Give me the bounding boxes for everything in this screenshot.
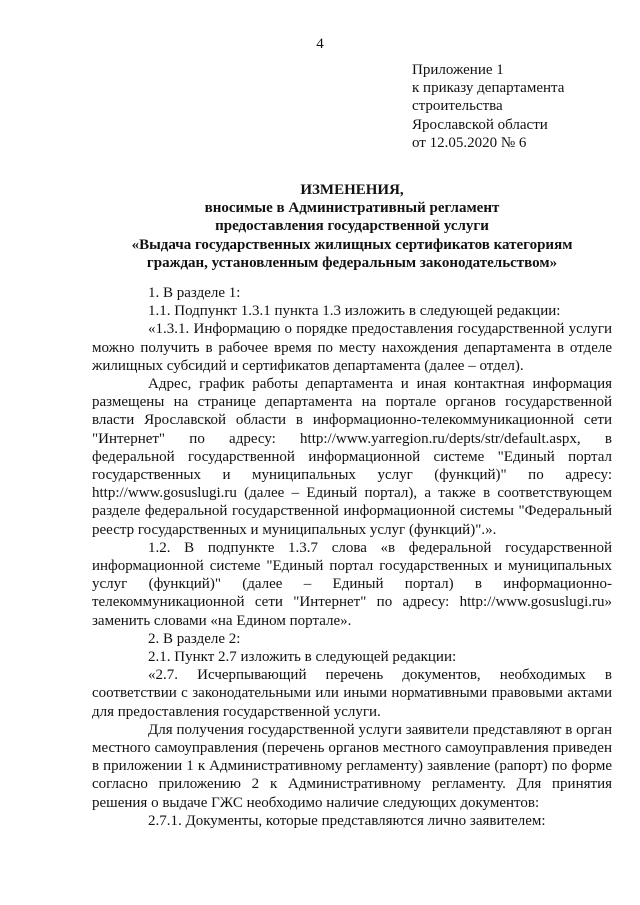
paragraph: 2. В разделе 2: (148, 630, 241, 647)
paragraph: 1. В разделе 1: (148, 285, 241, 301)
page-number: 4 (316, 36, 324, 52)
heading-line: предоставления государственной услуги (215, 218, 489, 235)
appendix-line: Приложение 1 (412, 62, 504, 78)
paragraph: 1.1. Подпункт 1.3.1 пункта 1.3 изложить в следующей редакции: (148, 303, 561, 320)
paragraph: «2.7. Исчерпывающий перечень документов, необходимых в соответствии с законодательными или иными нормативными правовыми актами для предоставления государственной услуги. (92, 667, 612, 720)
heading-line: «Выдача государственных жилищных сертификатов категориям (131, 236, 573, 253)
paragraph: 2.7.1. Документы, которые представляются лично заявителем: (148, 812, 546, 829)
document-heading (92, 181, 612, 272)
document-body (92, 284, 612, 830)
appendix-line: Ярославской области (412, 116, 548, 133)
appendix-note (412, 61, 622, 152)
appendix-line: строительства (412, 98, 503, 115)
heading-line: вносимые в Административный регламент (204, 200, 500, 217)
paragraph: 1.2. В подпункте 1.3.7 слова «в федеральной государственной информационной системе "Единый портал государственных и муниципальных услуг (функций)" (далее – Единый портал) в информационно-телекоммуникационной сети "Интернет" по адресу: http://www.gosuslugi.ru» заменить словами «на Едином портале». (92, 539, 612, 629)
appendix-line: от 12.05.2020 № 6 (412, 134, 527, 151)
heading-line: ИЗМЕНЕНИЯ, (300, 182, 404, 198)
heading-line: граждан, установленным федеральным законодательством» (146, 254, 558, 271)
paragraph: Для получения государственной услуги заявители представляют в орган местного самоуправления (перечень органов местного самоуправления приведен в приложении 1 к Административному регламенту) заявление (рапорт) по форме согласно приложению 2 к Административному регламенту. Для принятия решения о выдаче ГЖС необходимо наличие следующих документов: (92, 721, 612, 811)
paragraph: «1.3.1. Информацию о порядке предоставления государственной услуги можно получить в рабочее время по месту нахождения департамента в отделе жилищных субсидий и сертификатов департамента (далее – отдел). (92, 321, 612, 374)
appendix-line: к приказу департамента (412, 80, 565, 97)
paragraph: Адрес, график работы департамента и иная контактная информация размещены на странице департамента на портале органов государственной власти Ярославской области в информационно-телекоммуникационной сети "Интернет" по адресу: http://www.yarregion.ru/depts/str/default.aspx, в федеральной государственной информационной системе "Единый портал государственных и муниципальных услуг (функций)" по адресу: http://www.gosuslugi.ru (далее – Единый портал), а также в соответствующем разделе федеральной государственной информационной системы "Федеральный реестр государственных и муниципальных услуг (функций)".». (92, 376, 612, 538)
paragraph: 2.1. Пункт 2.7 изложить в следующей редакции: (148, 649, 457, 666)
